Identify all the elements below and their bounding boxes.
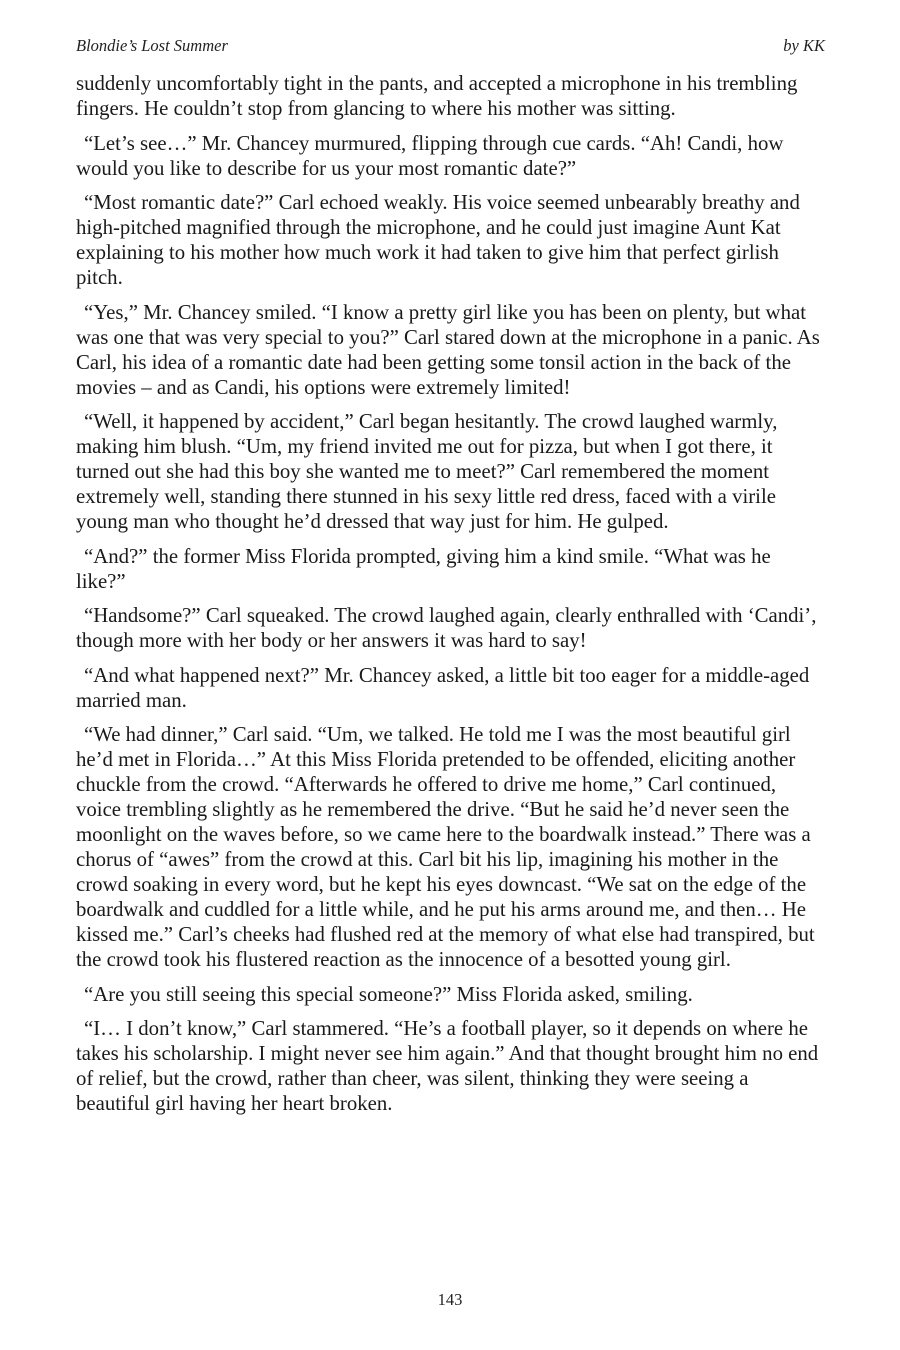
paragraph: “Are you still seeing this special someone?” Miss Florida asked, smiling. — [84, 982, 693, 1006]
book-title: Blondie’s Lost Summer — [76, 36, 228, 55]
paragraph: “Well, it happened by accident,” Carl began hesitantly. The crowd laughed warmly, making him blush. “Um, my friend invited me out for pizza, but when I got there, it turned out she had this boy she wanted me to meet?” Carl remembered the moment extremely well, standing there stunned in his sexy little red dress, faced with a virile young man who thought he’d dressed that way just for him. He gulped. — [76, 410, 778, 533]
body-text — [76, 71, 825, 1126]
paragraph: “Let’s see…” Mr. Chancey murmured, flipping through cue cards. “Ah! Candi, how would you like to describe for us your most romantic date?” — [76, 131, 784, 180]
paragraph: “And what happened next?” Mr. Chancey asked, a little bit too eager for a middle-aged married man. — [76, 663, 810, 712]
paragraph: “We had dinner,” Carl said. “Um, we talked. He told me I was the most beautiful girl he’d met in Florida…” At this Miss Florida pretended to be offended, eliciting another chuckle from the crowd. “Afterwards he offered to drive me home,” Carl continued, voice trembling slightly as he remembered the drive. “But he said he’d never seen the moonlight on the waves before, so we came here to the boardwalk instead.” There was a chorus of “awes” from the crowd at this. Carl bit his lip, imagining his mother in the crowd soaking in every word, but he kept his eyes downcast. “We sat on the edge of the boardwalk and cuddled for a little while, and he put his arms around me, and then… He kissed me.” Carl’s cheeks had flushed red at the memory of what else had transpired, but the crowd took his flustered reaction as the innocence of a besotted young girl. — [76, 723, 815, 971]
paragraph: “I… I don’t know,” Carl stammered. “He’s a football player, so it depends on where he takes his scholarship. I might never see him again.” And that thought brought him no end of relief, but the crowd, rather than cheer, was silent, thinking they were seeing a beautiful girl having her heart broken. — [76, 1017, 819, 1115]
author-byline: by KK — [783, 36, 825, 55]
paragraph: “Most romantic date?” Carl echoed weakly. His voice seemed unbearably breathy and high-pitched magnified through the microphone, and he could just imagine Aunt Kat explaining to his mother how much work it had taken to give him that perfect girlish pitch. — [76, 191, 800, 289]
running-header — [76, 36, 825, 58]
paragraph: “Handsome?” Carl squeaked. The crowd laughed again, clearly enthralled with ‘Candi’, though more with her body or her answers it was hard to say! — [76, 604, 817, 652]
paragraph: “Yes,” Mr. Chancey smiled. “I know a pretty girl like you has been on plenty, but what was one that was very special to you?” Carl stared down at the microphone in a panic. As Carl, his idea of a romantic date had been getting some tonsil action in the back of the movies – and as Candi, his options were extremely limited! — [76, 300, 820, 399]
paragraph: suddenly uncomfortably tight in the pants, and accepted a microphone in his trembling fingers. He couldn’t stop from glancing to where his mother was sitting. — [76, 72, 798, 120]
paragraph: “And?” the former Miss Florida prompted, giving him a kind smile. “What was he like?” — [76, 544, 771, 593]
page-number: 143 — [437, 1290, 463, 1309]
